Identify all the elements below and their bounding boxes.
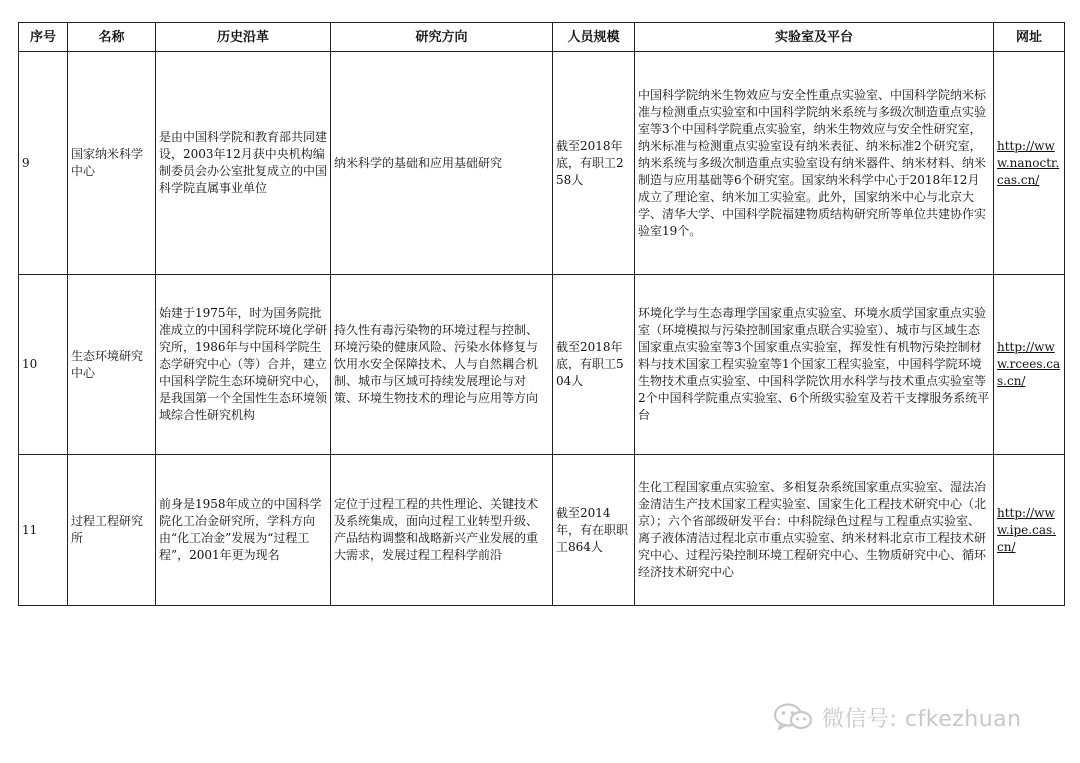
- watermark-text: 微信号: cfkezhuan: [822, 706, 1022, 732]
- row-labs: 生化工程国家重点实验室、多相复杂系统国家重点实验室、湿法冶金清洁生产技术国家工程实验室、国家生化工程技术研究中心（北京）；六个省部级研发平台：中科院绿色过程与工程重点实验室、离子液体清洁过程北京市重点实验室、纳米材料北京市工程技术研究中心、过程污染控制环境工程研究中心、生物质研究中心、循环经济技术研究中心: [635, 455, 994, 606]
- row-no: 9: [19, 52, 68, 275]
- row-staff: 截至2018年底，有职工504人: [553, 275, 635, 455]
- row-labs: 环境化学与生态毒理学国家重点实验室、环境水质学国家重点实验室（环境模拟与污染控制国家重点联合实验室）、城市与区域生态国家重点实验室等3个国家重点实验室，挥发性有机物污染控制材料与技术国家工程实验室等1个国家工程实验室，中国科学院环境生物技术重点实验室、中国科学院饮用水科学与技术重点实验室等2个中国科学院重点实验室、6个所级实验室及若干支撑服务系统平台: [635, 275, 994, 455]
- wechat-icon: [772, 702, 814, 732]
- row-labs: 中国科学院纳米生物效应与安全性重点实验室、中国科学院纳米标准与检测重点实验室和中国科学院纳米系统与多级次制造重点实验室等3个中国科学院重点实验室，纳米生物效应与安全性研究室，纳米标准与检测重点实验室设有纳米表征、纳米标准2个研究室，纳米系统与多级次制造重点实验室设有纳米器件、纳米材料、纳米制造与应用基础等6个研究室。国家纳米科学中心于2018年12月成立了理论室、纳米加工实验室。此外，国家纳米中心与北京大学、清华大学、中国科学院福建物质结构研究所等单位共建协作实验室19个。: [635, 52, 994, 275]
- row-url-link[interactable]: http://www.ipe.cas.cn/: [997, 505, 1056, 554]
- row-history: 始建于1975年，时为国务院批准成立的中国科学院环境化学研究所，1986年与中国科学院生态学研究中心（等）合并，建立中国科学院生态环境研究中心，是我国第一个全国性生态环境领域综合性研究机构: [156, 275, 331, 455]
- row-history: 是由中国科学院和教育部共同建设，2003年12月获中央机构编制委员会办公室批复成立的中国科学院直属事业单位: [156, 52, 331, 275]
- table-row: [19, 455, 1065, 606]
- header-no: 序号: [19, 23, 68, 52]
- row-history: 前身是1958年成立的中国科学院化工冶金研究所，学科方向由“化工冶金”发展为“过程工程”，2001年更为现名: [156, 455, 331, 606]
- header-direction: 研究方向: [331, 23, 553, 52]
- row-url-link[interactable]: http://www.nanoctr.cas.cn/: [997, 138, 1060, 187]
- row-direction: 持久性有毒污染物的环境过程与控制、环境污染的健康风险、污染水体修复与饮用水安全保障技术、人与自然耦合机制、城市与区域可持续发展理论与对策、环境生物技术的理论与应用等方向: [331, 275, 553, 455]
- row-direction: 纳米科学的基础和应用基础研究: [331, 52, 553, 275]
- row-url-cell: [994, 455, 1065, 606]
- wechat-watermark: [772, 702, 1022, 732]
- header-staff: 人员规模: [553, 23, 635, 52]
- row-staff: 截至2018年底，有职工258人: [553, 52, 635, 275]
- row-name: 过程工程研究所: [68, 455, 156, 606]
- row-name: 国家纳米科学中心: [68, 52, 156, 275]
- row-direction: 定位于过程工程的共性理论、关键技术及系统集成，面向过程工业转型升级、产品结构调整和战略新兴产业发展的重大需求，发展过程工程科学前沿: [331, 455, 553, 606]
- row-url-link[interactable]: http://www.rcees.cas.cn/: [997, 340, 1061, 388]
- row-no: 10: [19, 275, 68, 455]
- row-name: 生态环境研究中心: [68, 275, 156, 455]
- row-url-cell: [994, 52, 1065, 275]
- header-history: 历史沿革: [156, 23, 331, 52]
- row-url-cell: [994, 275, 1065, 455]
- row-no: 11: [19, 455, 68, 606]
- header-url: 网址: [994, 23, 1065, 52]
- header-labs: 实验室及平台: [635, 23, 994, 52]
- header-row: [19, 23, 1065, 52]
- institutes-table: [18, 22, 1065, 606]
- table-row: [19, 275, 1065, 455]
- row-staff: 截至2014年，有在职职工864人: [553, 455, 635, 606]
- table-row: [19, 52, 1065, 275]
- header-name: 名称: [68, 23, 156, 52]
